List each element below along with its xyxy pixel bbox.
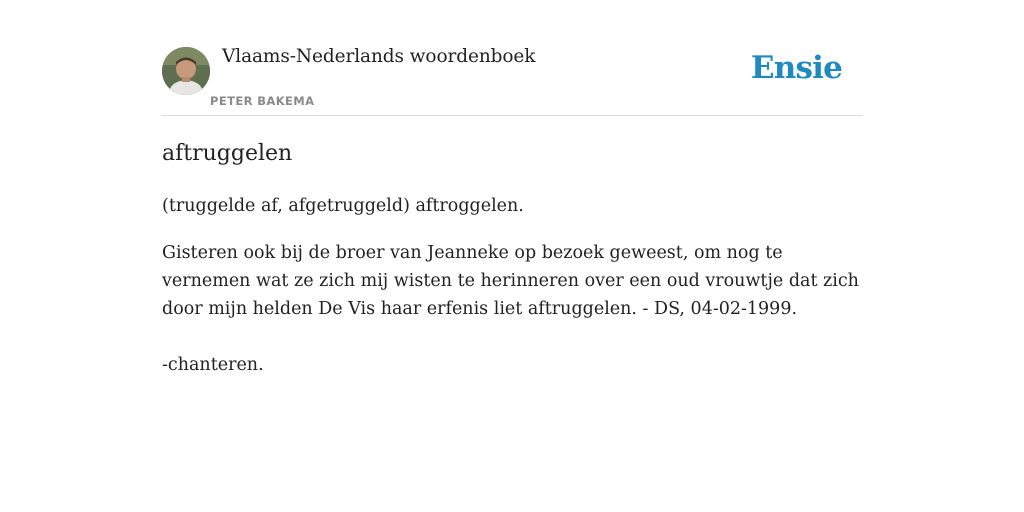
- entry-synonym: -chanteren.: [162, 355, 264, 375]
- entry-conjugation: (truggelde af, afgetruggeld) aftroggelen.: [162, 196, 524, 216]
- entry-example: Gisteren ook bij de broer van Jeanneke op bezoek geweest, om nog te vernemen wat ze zich mij wisten te herinneren over een oud vrouwtje dat zich door mijn helden De Vis haar erfenis liet aftruggelen. - DS, 04-02-1999.: [162, 243, 859, 319]
- content-container: [162, 0, 862, 375]
- ensie-logo[interactable]: Ensie: [750, 50, 842, 86]
- entry-headword: aftruggelen: [162, 141, 293, 166]
- author-avatar[interactable]: [162, 47, 210, 95]
- dictionary-title[interactable]: Vlaams-Nederlands woordenboek: [222, 46, 536, 67]
- header: [162, 0, 862, 116]
- author-name[interactable]: PETER BAKEMA: [210, 94, 315, 108]
